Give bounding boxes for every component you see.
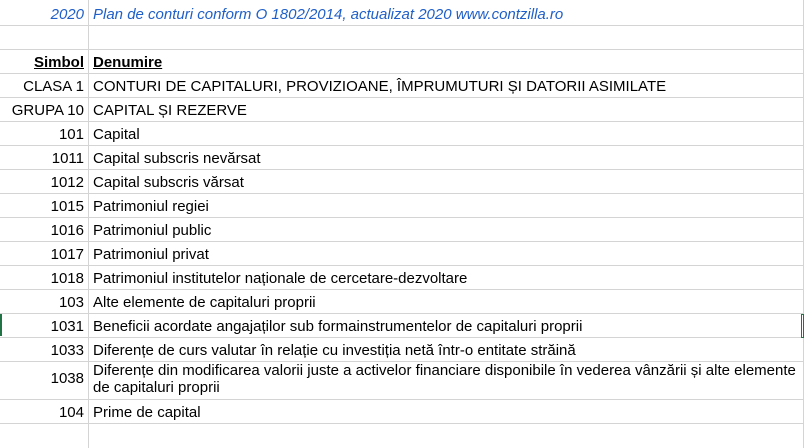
- account-symbol: CLASA 1: [23, 78, 84, 95]
- name-cell[interactable]: [89, 122, 804, 145]
- table-row[interactable]: [0, 424, 804, 448]
- table-row[interactable]: [0, 314, 804, 338]
- symbol-cell[interactable]: [0, 74, 89, 97]
- name-cell[interactable]: [89, 98, 804, 121]
- title-row[interactable]: [0, 0, 804, 26]
- table-row[interactable]: [0, 74, 804, 98]
- name-cell[interactable]: [89, 74, 804, 97]
- name-cell[interactable]: [89, 290, 804, 313]
- table-row[interactable]: [0, 266, 804, 290]
- account-symbol: 104: [58, 404, 84, 421]
- name-cell[interactable]: [89, 242, 804, 265]
- table-row[interactable]: [0, 338, 804, 362]
- account-symbol: 1012: [50, 174, 84, 191]
- table-row[interactable]: [0, 242, 804, 266]
- account-name: Capital: [93, 126, 140, 143]
- account-symbol: GRUPA 10: [11, 102, 84, 119]
- account-name: Patrimoniul public: [93, 222, 212, 239]
- table-row[interactable]: [0, 122, 804, 146]
- account-name: CONTURI DE CAPITALURI, PROVIZIOANE, ÎMPRUMUTURI ȘI DATORII ASIMILATE: [93, 78, 667, 95]
- account-name: CAPITAL ȘI REZERVE: [93, 102, 247, 119]
- symbol-cell[interactable]: [0, 242, 89, 265]
- header-symbol-cell[interactable]: [0, 50, 89, 73]
- account-symbol: 103: [58, 294, 84, 311]
- table-row[interactable]: [0, 362, 804, 400]
- name-cell[interactable]: [89, 338, 804, 361]
- selection-marker-left: [0, 314, 2, 336]
- symbol-cell[interactable]: [0, 146, 89, 169]
- account-symbol: 1011: [51, 150, 84, 167]
- name-cell[interactable]: [89, 424, 804, 448]
- account-symbol: 1017: [50, 246, 84, 263]
- header-name: Denumire: [93, 54, 163, 71]
- table-row[interactable]: [0, 170, 804, 194]
- symbol-cell[interactable]: [0, 98, 89, 121]
- name-cell[interactable]: [89, 194, 804, 217]
- account-name: Patrimoniul institutelor naționale de cercetare-dezvoltare: [93, 270, 468, 287]
- account-symbol: 1038: [50, 370, 84, 387]
- name-cell[interactable]: [89, 170, 804, 193]
- title-text: Plan de conturi conform O 1802/2014, actualizat 2020 www.contzilla.ro: [93, 6, 564, 23]
- table-row[interactable]: [0, 400, 804, 424]
- account-symbol: 101: [58, 126, 84, 143]
- table-row[interactable]: [0, 218, 804, 242]
- header-name-cell[interactable]: [89, 50, 804, 73]
- account-name: Diferențe din modificarea valorii juste a activelor financiare disponibile în vederea vânzării și alte elemente de capitaluri proprii: [93, 362, 796, 396]
- symbol-cell[interactable]: [0, 122, 89, 145]
- title-year: 2020: [50, 6, 84, 23]
- name-cell[interactable]: [89, 362, 804, 399]
- cell-B2[interactable]: [89, 26, 804, 49]
- account-name: Patrimoniul regiei: [93, 198, 209, 215]
- account-name: Diferențe de curs valutar în relație cu investiția netă într-o entitate străină: [93, 342, 576, 359]
- cell-A2[interactable]: [0, 26, 89, 49]
- header-row[interactable]: [0, 50, 804, 74]
- symbol-cell[interactable]: [0, 424, 89, 448]
- account-symbol: 1033: [50, 342, 84, 359]
- header-symbol: Simbol: [33, 54, 84, 71]
- symbol-cell[interactable]: [0, 218, 89, 241]
- symbol-cell[interactable]: [0, 400, 89, 423]
- name-cell[interactable]: [89, 266, 804, 289]
- name-cell[interactable]: [89, 146, 804, 169]
- name-cell[interactable]: [89, 400, 804, 423]
- account-symbol: 1015: [50, 198, 84, 215]
- account-symbol: 1016: [50, 222, 84, 239]
- cell-B1[interactable]: [89, 0, 804, 25]
- symbol-cell[interactable]: [0, 194, 89, 217]
- table-row[interactable]: [0, 98, 804, 122]
- account-name: Capital subscris nevărsat: [93, 150, 261, 167]
- name-cell[interactable]: [89, 314, 804, 337]
- cell-A1[interactable]: [0, 0, 89, 25]
- account-name: Patrimoniul privat: [93, 246, 209, 263]
- symbol-cell[interactable]: [0, 338, 89, 361]
- account-name: Prime de capital: [93, 404, 201, 421]
- table-row[interactable]: [0, 146, 804, 170]
- account-name: Alte elemente de capitaluri proprii: [93, 294, 316, 311]
- symbol-cell[interactable]: [0, 266, 89, 289]
- name-cell[interactable]: [89, 218, 804, 241]
- account-symbol: 1018: [50, 270, 84, 287]
- account-name: Beneficii acordate angajaților sub formainstrumentelor de capitaluri proprii: [93, 318, 583, 335]
- table-row[interactable]: [0, 290, 804, 314]
- symbol-cell[interactable]: [0, 314, 89, 337]
- symbol-cell[interactable]: [0, 290, 89, 313]
- symbol-cell[interactable]: [0, 362, 89, 399]
- account-name: Capital subscris vărsat: [93, 174, 244, 191]
- table-row[interactable]: [0, 194, 804, 218]
- empty-row[interactable]: [0, 26, 804, 50]
- account-symbol: 1031: [50, 318, 84, 335]
- symbol-cell[interactable]: [0, 170, 89, 193]
